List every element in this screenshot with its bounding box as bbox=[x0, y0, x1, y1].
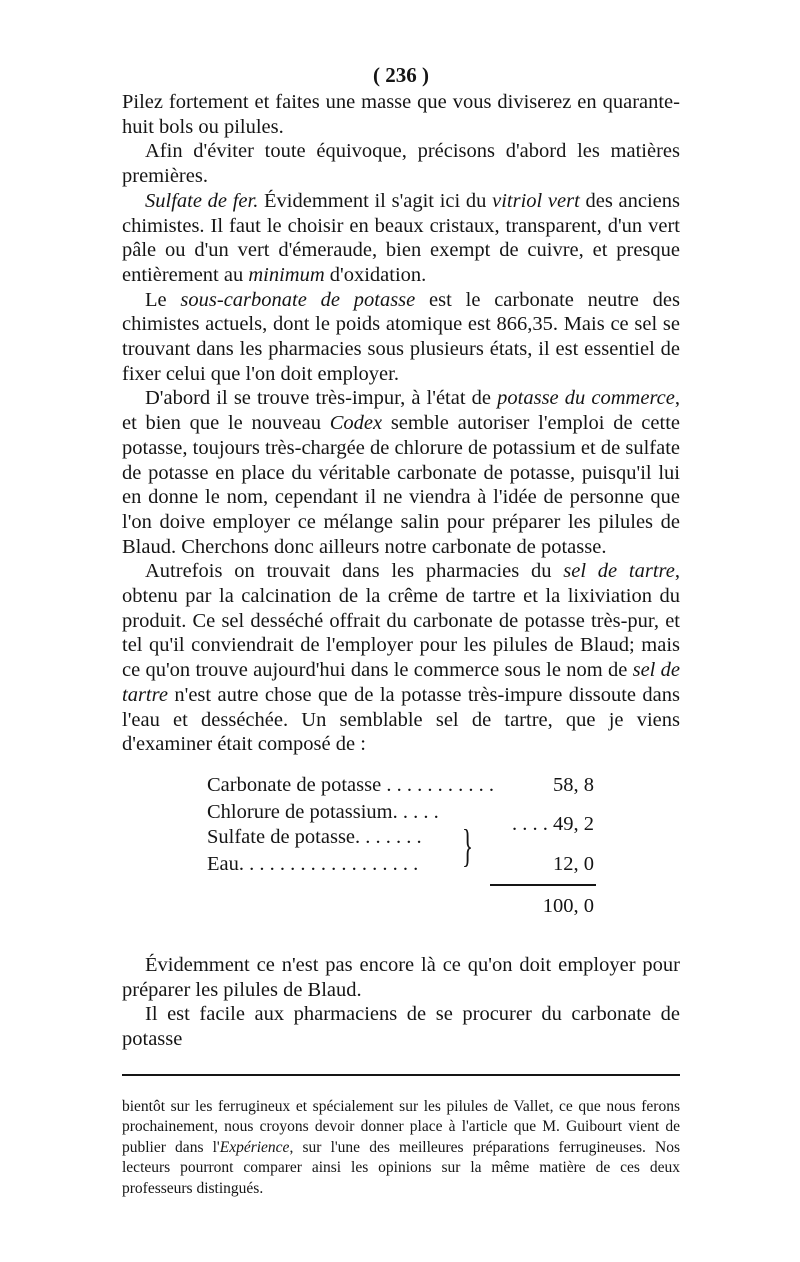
page-number: ( 236 ) bbox=[373, 63, 429, 87]
table-row: Carbonate de potasse . . . . . . . . . . . bbox=[207, 773, 494, 796]
table-row: Chlorure de potassium. . . . . bbox=[207, 800, 439, 823]
page bbox=[122, 60, 680, 1199]
table-total: 100, 0 bbox=[542, 894, 594, 917]
paragraph: Le sous-carbonate de potasse est le carbonate neutre des chimistes actuels, dont le poids atomique est 866,35. Mais ce sel se trouvant dans les pharmacies sous plusieurs états, il est essentiel de fixer celui que l'on doit employer. bbox=[122, 288, 681, 385]
footnote-text: bientôt sur les ferrugineux et spécialement sur les pilules de Vallet, ce que nous ferons prochainement, nous croyons devoir donner place à l'article que M. Guibourt vient de publier dans l'Expérience, sur l'une des meilleures préparations ferrugineuses. Nos lecteurs pourront comparer ainsi les opinions sur la même matière de ces deux professeurs distingués. bbox=[122, 1097, 681, 1197]
paragraph: Il est facile aux pharmaciens de se procurer du carbonate de potasse bbox=[122, 1003, 680, 1051]
footnote-rule bbox=[122, 1074, 680, 1076]
paragraph: D'abord il se trouve très-impur, à l'état de potasse du commerce, et bien que le nouveau Codex semble autoriser l'emploi de cette potasse, toujours très-chargée de chlorure de potassium et de sulfate de potasse en place du véritable carbonate de potasse, puisqu'il lui en donne le nom, cependant il ne viendra à l'idée de personne que l'on doive employer ce mélange salin pour préparer les pilules de Blaud. Cherchons donc ailleurs notre carbonate de potasse. bbox=[122, 387, 680, 558]
sum-rule bbox=[490, 884, 596, 886]
paragraph: Évidemment ce n'est pas encore là ce qu'on doit employer pour préparer les pilules de Blaud. bbox=[122, 953, 680, 1001]
paragraph: Pilez fortement et faites une masse que vous diviserez en quarante-huit bols ou pilules. bbox=[122, 91, 680, 138]
footnote bbox=[122, 1097, 680, 1200]
table-value: 58, 8 bbox=[553, 773, 594, 796]
paragraph: Sulfate de fer. Évidemment il s'agit ici du vitriol vert des anciens chimistes. Il faut le choisir en beaux cristaux, transparent, d'un vert pâle ou d'un vert d'émeraude, bien exempt de cuivre, et presque entièrement au minimum d'oxidation. bbox=[122, 189, 681, 286]
composition-table bbox=[122, 774, 680, 939]
paragraph: Autrefois on trouvait dans les pharmacies du sel de tartre, obtenu par la calcination de la crême de tartre et la lixiviation du produit. Ce sel desséché offrait du carbonate de potasse très-pur, et tel qu'il conviendrait de l'employer pour les pilules de Blaud; mais ce qu'on trouve aujourd'hui dans le commerce sous le nom de sel de tartre n'est autre chose que de la potasse très-impure dissoute dans l'eau et desséchée. Un semblable sel de tartre, que je viens d'examiner était composé de : bbox=[122, 560, 680, 756]
table-value: . . . . 49, 2 bbox=[512, 812, 594, 835]
paragraph: Afin d'éviter toute équivoque, précisons d'abord les matières premières. bbox=[122, 140, 680, 188]
table-row: Eau. . . . . . . . . . . . . . . . . . bbox=[207, 852, 419, 875]
brace: } bbox=[462, 819, 474, 871]
table-value: 12, 0 bbox=[553, 852, 594, 875]
table-row: Sulfate de potasse. . . . . . . bbox=[207, 825, 422, 848]
